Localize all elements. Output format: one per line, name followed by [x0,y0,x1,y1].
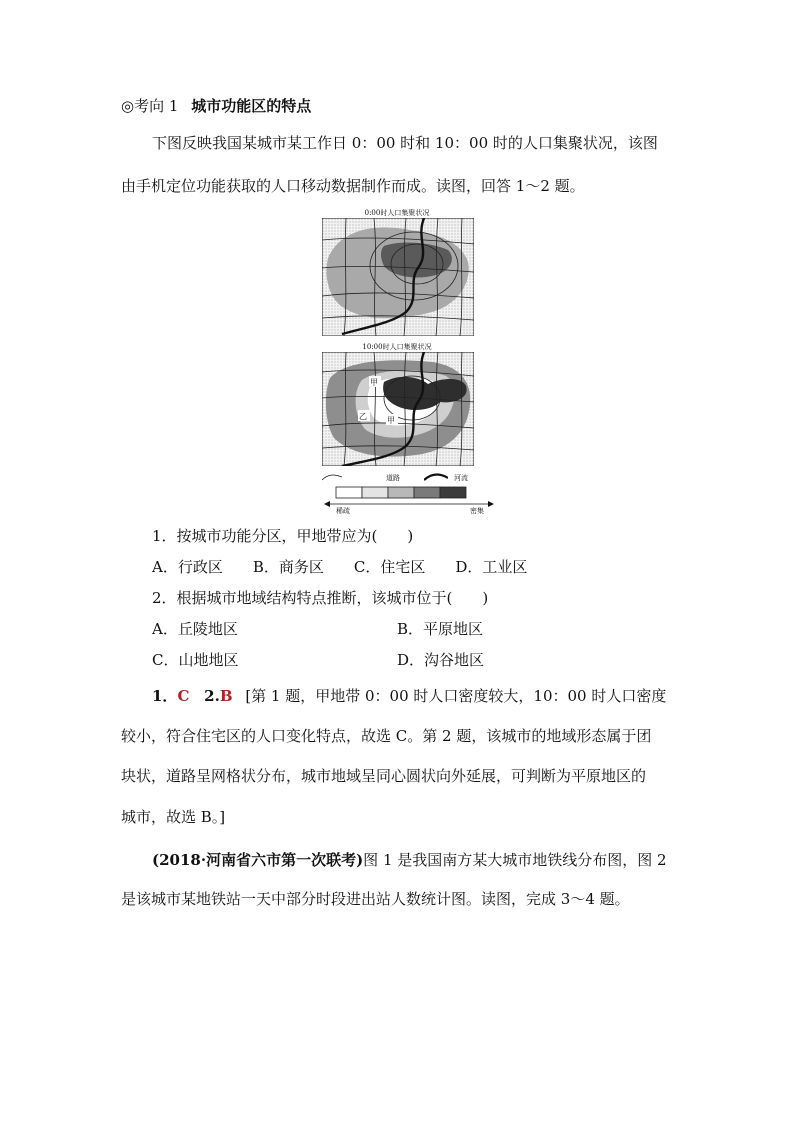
question-2-option-b: B．平原地区 [397,620,484,638]
river-legend-symbol [424,472,448,482]
section-heading [121,96,311,116]
density-level-3 [388,487,414,498]
map-1000 [322,352,474,466]
question-1-stem: 1．按城市功能分区，甲地带应为( ) [152,527,414,545]
legend-river-label: 河流 [454,474,468,482]
question-2-option-a: A．丘陵地区 [152,620,238,638]
density-legend-bar [324,486,494,500]
next-intro-line-1 [152,850,667,870]
density-level-1 [336,487,362,498]
question-1-options: A．行政区 B．商务区 C．住宅区 D．工业区 [152,558,528,576]
density-level-5 [440,487,466,498]
map2-title: 10:00时人口集聚状况 [362,343,432,351]
density-level-2 [362,487,388,498]
question-2-stem: 2．根据城市地域结构特点推断，该城市位于( ) [152,589,489,607]
explanation-line-3: 块状，道路呈网格状分布，城市地域呈同心圆状向外延展，可判断为平原地区的 [121,767,647,785]
question-2-option-d: D．沟谷地区 [397,651,485,669]
answer-2-choice: B [219,687,233,705]
answer-1-number: 1． [152,687,178,705]
answer-line-1 [152,686,666,706]
explanation-line-4: 城市，故选 B。] [121,808,226,826]
legend-sparse-label: 稀疏 [336,507,350,515]
road-legend-symbol [322,472,342,482]
map-label-jia-1: 甲 [370,378,378,387]
legend-dense-label: 密集 [470,507,484,515]
answer-2-number: 2. [204,687,220,705]
explanation-start: [第 1 题，甲地带 0：00 时人口密度较大，10：00 时人口密度 [245,687,667,705]
map-0000 [322,218,474,336]
section-marker: ◎考向 1 [121,97,179,115]
question-source: (2018·河南省六市第一次联考) [152,851,364,869]
section-title: 城市功能区的特点 [191,97,312,115]
legend-road-label: 道路 [386,474,400,482]
next-intro-text: 图 1 是我国南方某大城市地铁线分布图，图 2 [363,851,667,869]
answer-1-choice: C [177,687,190,705]
next-intro-line-2: 是该城市某地铁站一天中部分时段进出站人数统计图。读图，完成 3～4 题。 [121,890,630,908]
question-2-option-c: C．山地地区 [152,651,239,669]
map-label-jia-2: 甲 [387,416,395,425]
intro-line-2: 由手机定位功能获取的人口移动数据制作而成。读图，回答 1～2 题。 [121,177,585,195]
map1-title: 0:00时人口集聚状况 [364,209,430,217]
map-label-yi: 乙 [359,412,367,421]
intro-line-1: 下图反映我国某城市某工作日 0：00 时和 10：00 时的人口集聚状况，该图 [152,134,658,152]
explanation-line-2: 较小，符合住宅区的人口变化特点，故选 C。第 2 题，该城市的地域形态属于团 [121,727,652,745]
density-level-4 [414,487,440,498]
